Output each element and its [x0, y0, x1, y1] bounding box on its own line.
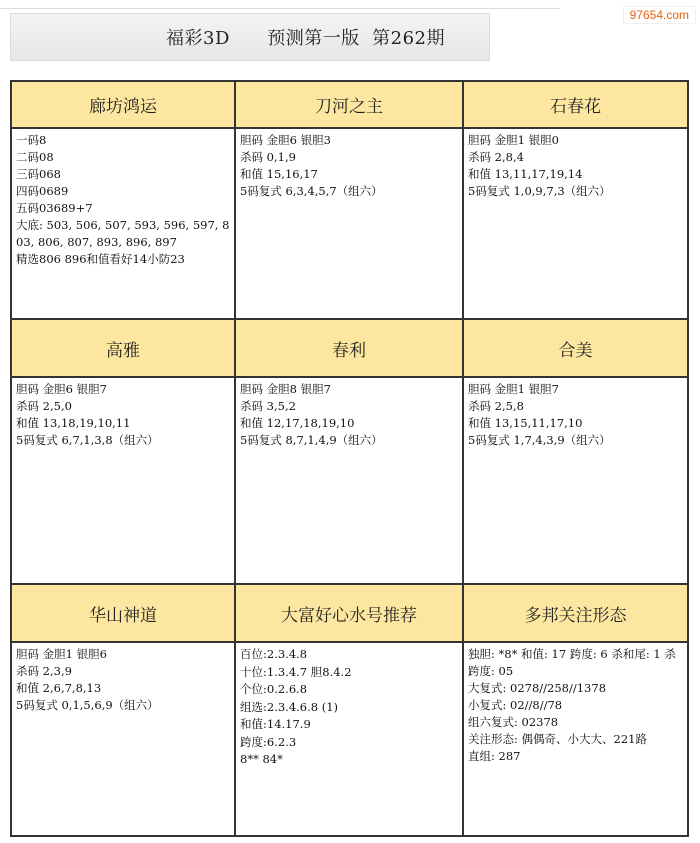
card-line: 组六复式: 02378	[468, 715, 559, 729]
card-line: 5码复式 6,7,1,3,8（组六）	[16, 433, 159, 447]
card-line: 小复式: 02//8//78	[468, 698, 563, 712]
card-line: 胆码 金胆1 银胆6	[16, 647, 107, 661]
card-line: 大复式: 0278//258//1378	[468, 681, 607, 695]
card-body-langfang	[12, 129, 236, 320]
card-line: 和值 2,6,7,8,13	[16, 681, 102, 695]
card-line: 胆码 金胆6 银胆3	[240, 133, 331, 147]
card-line: 5码复式 1,7,4,3,9（组六）	[468, 433, 611, 447]
card-line: 杀码 2,5,8	[468, 399, 524, 413]
card-line: 杀码 3,5,2	[240, 399, 296, 413]
card-body-shichunhua	[464, 129, 687, 320]
card-line: 个位:0.2.6.8	[240, 682, 308, 696]
card-line: 5码复式 0,1,5,6,9（组六）	[16, 698, 159, 712]
card-line: 8** 84*	[240, 752, 283, 766]
card-line: 杀码 2,3,9	[16, 664, 72, 678]
card-line: 和值 12,17,18,19,10	[240, 416, 355, 430]
site-watermark: 97654.com	[623, 6, 696, 24]
card-line: 五码03689+7	[16, 201, 93, 215]
card-line: 杀码 2,8,4	[468, 150, 524, 164]
card-header-dafu: 大富好心水号推荐	[236, 585, 464, 643]
card-body-dafu	[236, 643, 464, 835]
card-header-hemei: 合美	[464, 320, 687, 378]
card-line: 胆码 金胆6 银胆7	[16, 382, 107, 396]
card-body-hemei	[464, 378, 687, 585]
card-line: 5码复式 6,3,4,5,7（组六）	[240, 184, 383, 198]
card-line: 5码复式 8,7,1,4,9（组六）	[240, 433, 383, 447]
prediction-table	[10, 80, 689, 837]
card-body-huashan	[12, 643, 236, 835]
card-header-langfang: 廊坊鸿运	[12, 82, 236, 129]
card-line: 精选806 896和值看好14小防23	[16, 252, 185, 266]
card-body-duobang	[464, 643, 687, 835]
card-header-chunli: 春利	[236, 320, 464, 378]
card-header-duobang: 多邦关注形态	[464, 585, 687, 643]
card-line: 5码复式 1,0,9,7,3（组六）	[468, 184, 611, 198]
page-title: 福彩3D 预测第一版 第262期	[10, 13, 490, 61]
card-line: 胆码 金胆8 银胆7	[240, 382, 331, 396]
card-line: 独胆: *8* 和值: 17 跨度: 6 杀和尾: 1 杀跨度: 05	[468, 647, 676, 678]
card-body-gaoya	[12, 378, 236, 585]
card-header-gaoya: 高雅	[12, 320, 236, 378]
card-line: 组选:2.3.4.6.8 (1)	[240, 699, 339, 714]
card-header-daohe: 刀河之主	[236, 82, 464, 129]
card-line: 百位:2.3.4.8	[240, 647, 308, 661]
card-line: 杀码 2,5,0	[16, 399, 72, 413]
card-body-daohe	[236, 129, 464, 320]
card-line: 和值 13,15,11,17,10	[468, 416, 583, 430]
card-line: 三码068	[16, 167, 61, 181]
card-line: 和值 15,16,17	[240, 167, 318, 181]
card-line: 胆码 金胆1 银胆7	[468, 382, 559, 396]
card-header-huashan: 华山神道	[12, 585, 236, 643]
card-line: 一码8	[16, 133, 47, 147]
card-line: 十位:1.3.4.7 胆8.4.2	[240, 664, 352, 679]
card-line: 关注形态: 偶偶奇、小大大、221路	[468, 732, 647, 746]
card-line: 四码0689	[16, 184, 69, 198]
card-line: 和值:14.17.9	[240, 717, 311, 731]
card-line: 二码08	[16, 150, 54, 164]
card-body-chunli	[236, 378, 464, 585]
card-line: 直组: 287	[468, 749, 521, 763]
card-line: 跨度:6.2.3	[240, 734, 297, 749]
card-line: 和值 13,11,17,19,14	[468, 167, 583, 181]
card-line: 大底: 503, 506, 507, 593, 596, 597, 803, 806, 807, 893, 896, 897	[16, 218, 230, 249]
card-line: 杀码 0,1,9	[240, 150, 296, 164]
card-header-shichunhua: 石春花	[464, 82, 687, 129]
top-divider-line	[0, 8, 560, 9]
card-line: 胆码 金胆1 银胆0	[468, 133, 559, 147]
card-line: 和值 13,18,19,10,11	[16, 416, 131, 430]
